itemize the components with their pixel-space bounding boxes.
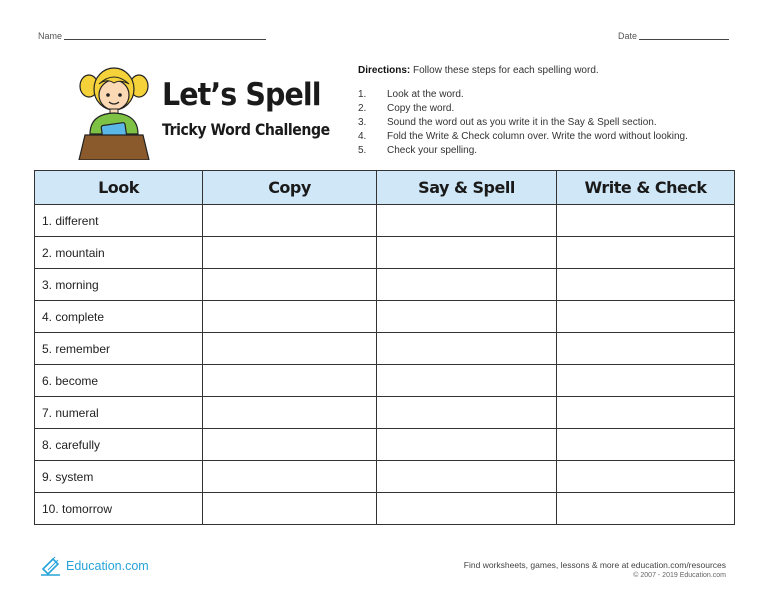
copy-cell[interactable] [203, 333, 377, 365]
worksheet-subtitle: Tricky Word Challenge [162, 120, 330, 139]
table-row [35, 333, 735, 365]
direction-step: 5. Check your spelling. [358, 145, 478, 156]
column-header-copy: Copy [203, 171, 377, 205]
girl-with-tablet-illustration [76, 62, 152, 160]
copy-cell[interactable] [203, 461, 377, 493]
write-check-cell[interactable] [557, 429, 735, 461]
say-spell-cell[interactable] [377, 205, 557, 237]
direction-step: 3. Sound the word out as you write it in the Say & Spell section. [358, 117, 657, 128]
date-underline [639, 39, 729, 40]
write-check-cell[interactable] [557, 205, 735, 237]
name-underline [64, 39, 266, 40]
column-header-say-spell: Say & Spell [377, 171, 557, 205]
say-spell-cell[interactable] [377, 493, 557, 525]
copy-cell[interactable] [203, 493, 377, 525]
table-row [35, 429, 735, 461]
table-row [35, 493, 735, 525]
copy-cell[interactable] [203, 397, 377, 429]
table-row [35, 269, 735, 301]
directions [358, 65, 599, 76]
spelling-table [34, 170, 735, 525]
direction-step: 1. Look at the word. [358, 89, 464, 100]
directions-steps [358, 88, 688, 158]
table-row [35, 365, 735, 397]
footer-resources-text: Find worksheets, games, lessons & more at education.com/resources [463, 560, 726, 570]
table-header-row [35, 171, 735, 205]
spelling-word: 2. mountain [35, 237, 203, 269]
say-spell-cell[interactable] [377, 301, 557, 333]
say-spell-cell[interactable] [377, 429, 557, 461]
copy-cell[interactable] [203, 205, 377, 237]
write-check-cell[interactable] [557, 333, 735, 365]
write-check-cell[interactable] [557, 237, 735, 269]
column-header-look: Look [35, 171, 203, 205]
footer-copyright: © 2007 - 2019 Education.com [633, 572, 726, 579]
directions-label: Directions: [358, 65, 411, 76]
table-row [35, 397, 735, 429]
date-label: Date [618, 31, 638, 41]
copy-cell[interactable] [203, 429, 377, 461]
column-header-write-check: Write & Check [557, 171, 735, 205]
copy-cell[interactable] [203, 365, 377, 397]
copy-cell[interactable] [203, 237, 377, 269]
spelling-word: 4. complete [35, 301, 203, 333]
name-label: Name [38, 31, 63, 41]
direction-step: 4. Fold the Write & Check column over. Write the word without looking. [358, 131, 688, 142]
write-check-cell[interactable] [557, 397, 735, 429]
write-check-cell[interactable] [557, 269, 735, 301]
copy-cell[interactable] [203, 269, 377, 301]
say-spell-cell[interactable] [377, 269, 557, 301]
write-check-cell[interactable] [557, 493, 735, 525]
directions-text: Follow these steps for each spelling word. [413, 65, 599, 76]
spelling-word: 6. become [35, 365, 203, 397]
copy-cell[interactable] [203, 301, 377, 333]
table-row [35, 237, 735, 269]
say-spell-cell[interactable] [377, 397, 557, 429]
worksheet-title: Let’s Spell [162, 77, 321, 113]
spelling-word: 8. carefully [35, 429, 203, 461]
direction-step: 2. Copy the word. [358, 103, 455, 114]
education-logo[interactable] [40, 556, 149, 576]
write-check-cell[interactable] [557, 461, 735, 493]
table-row [35, 205, 735, 237]
say-spell-cell[interactable] [377, 333, 557, 365]
spelling-word: 1. different [35, 205, 203, 237]
pencil-logo-icon [40, 556, 62, 576]
say-spell-cell[interactable] [377, 461, 557, 493]
spelling-word: 3. morning [35, 269, 203, 301]
say-spell-cell[interactable] [377, 237, 557, 269]
logo-text: Education.com [66, 559, 149, 573]
name-field[interactable] [38, 31, 266, 41]
say-spell-cell[interactable] [377, 365, 557, 397]
write-check-cell[interactable] [557, 301, 735, 333]
spelling-word: 9. system [35, 461, 203, 493]
write-check-cell[interactable] [557, 365, 735, 397]
date-field[interactable] [618, 31, 729, 41]
spelling-word: 7. numeral [35, 397, 203, 429]
table-row [35, 301, 735, 333]
spelling-word: 10. tomorrow [35, 493, 203, 525]
table-row [35, 461, 735, 493]
spelling-word: 5. remember [35, 333, 203, 365]
